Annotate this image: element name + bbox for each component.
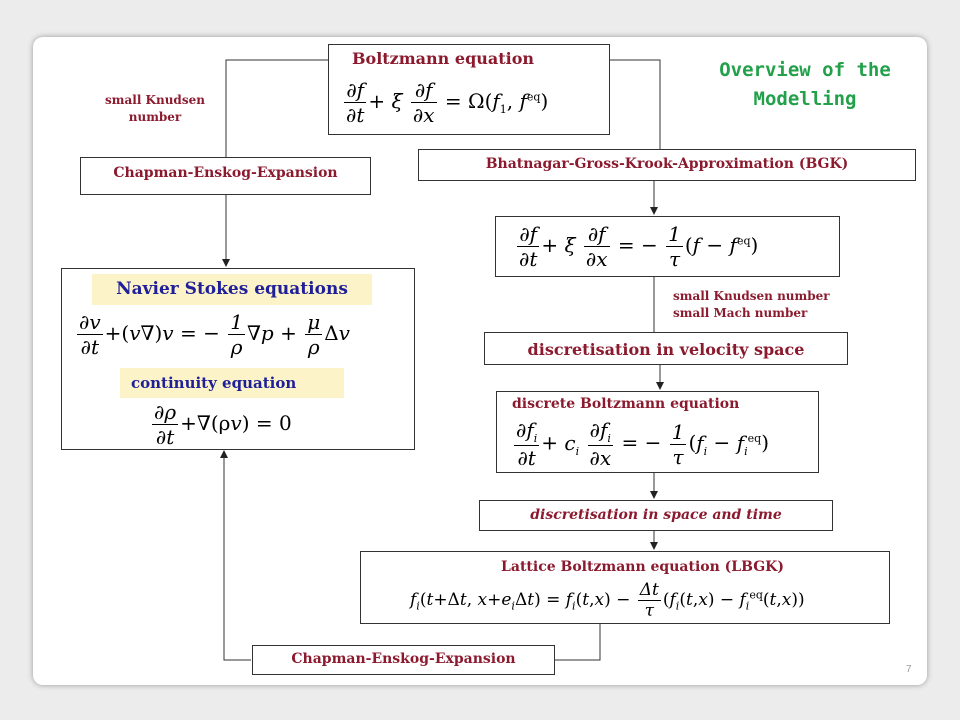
continuity-equation: $\frac{\partial\rho}{\partial t}$ +∇(ρv) = 0 [154,400,292,449]
disc-space-time-label: discretisation in space and time [530,507,782,523]
knudsen-mach-line-1: small Knudsen number [673,289,830,303]
slide-title: Overview of the Modelling [719,59,891,110]
arrow-chapman-to-navier-bottom [224,451,251,660]
bgk-equation: $\frac{\partial f}{\partial t}$ + ξ $\frac{\partial f}{\partial x}$ = − $\frac{1}{\tau}$ $(f - f^{eq})$ [519,222,759,271]
discrete-boltzmann-equation: $\frac{\partial f_i}{\partial t}$ + $c_i$ $\frac{\partial f_i}{\partial x}$ = − $\frac{1}{\tau}$ $(f_i - f_i^{eq})$ [516,418,769,470]
line-lbgk-to-chapman [555,624,600,660]
disc-velocity-label: discretisation in velocity space [527,340,805,359]
bgk-label: Bhatnagar-Gross-Krook-Approximation (BGK) [485,156,849,172]
knudsen-mach-line-2: small Mach number [673,306,808,320]
knudsen-left-label: small Knudsen number [105,93,205,124]
discrete-boltzmann-label: discrete Boltzmann equation [512,396,740,412]
lbgk-label: Lattice Boltzmann equation (LBGK) [501,559,784,575]
chapman-bottom-label: Chapman-Enskog-Expansion [291,651,516,667]
chapman-top-label: Chapman-Enskog-Expansion [113,165,338,181]
boltzmann-equation: $\frac{\partial f}{\partial t}$ + ξ $\frac{\partial f}{\partial x}$ = $\Omega(f_1$, $f^{eq}$) [346,78,549,127]
boltzmann-label: Boltzmann equation [352,49,535,68]
line-boltzmann-to-bgk [610,60,660,150]
lbgk-equation: $f_i(t+\Delta t$, $x+e_i\Delta t) = f_i(t,x)$ − $\frac{\Delta t}{\tau}$ $(f_i(t,x) - f_i^{eq}(t,x))$ [410,580,805,621]
line-boltzmann-to-chapman [226,60,328,158]
navier-stokes-equation: $\frac{\partial v}{\partial t}$ +(v∇)v = − $\frac{1}{\rho}$ ∇p + $\frac{\mu}{\rho}$ Δv [79,310,350,359]
continuity-label: continuity equation [131,374,297,392]
page-number: 7 [906,664,912,675]
navier-stokes-label: Navier Stokes equations [116,279,348,299]
